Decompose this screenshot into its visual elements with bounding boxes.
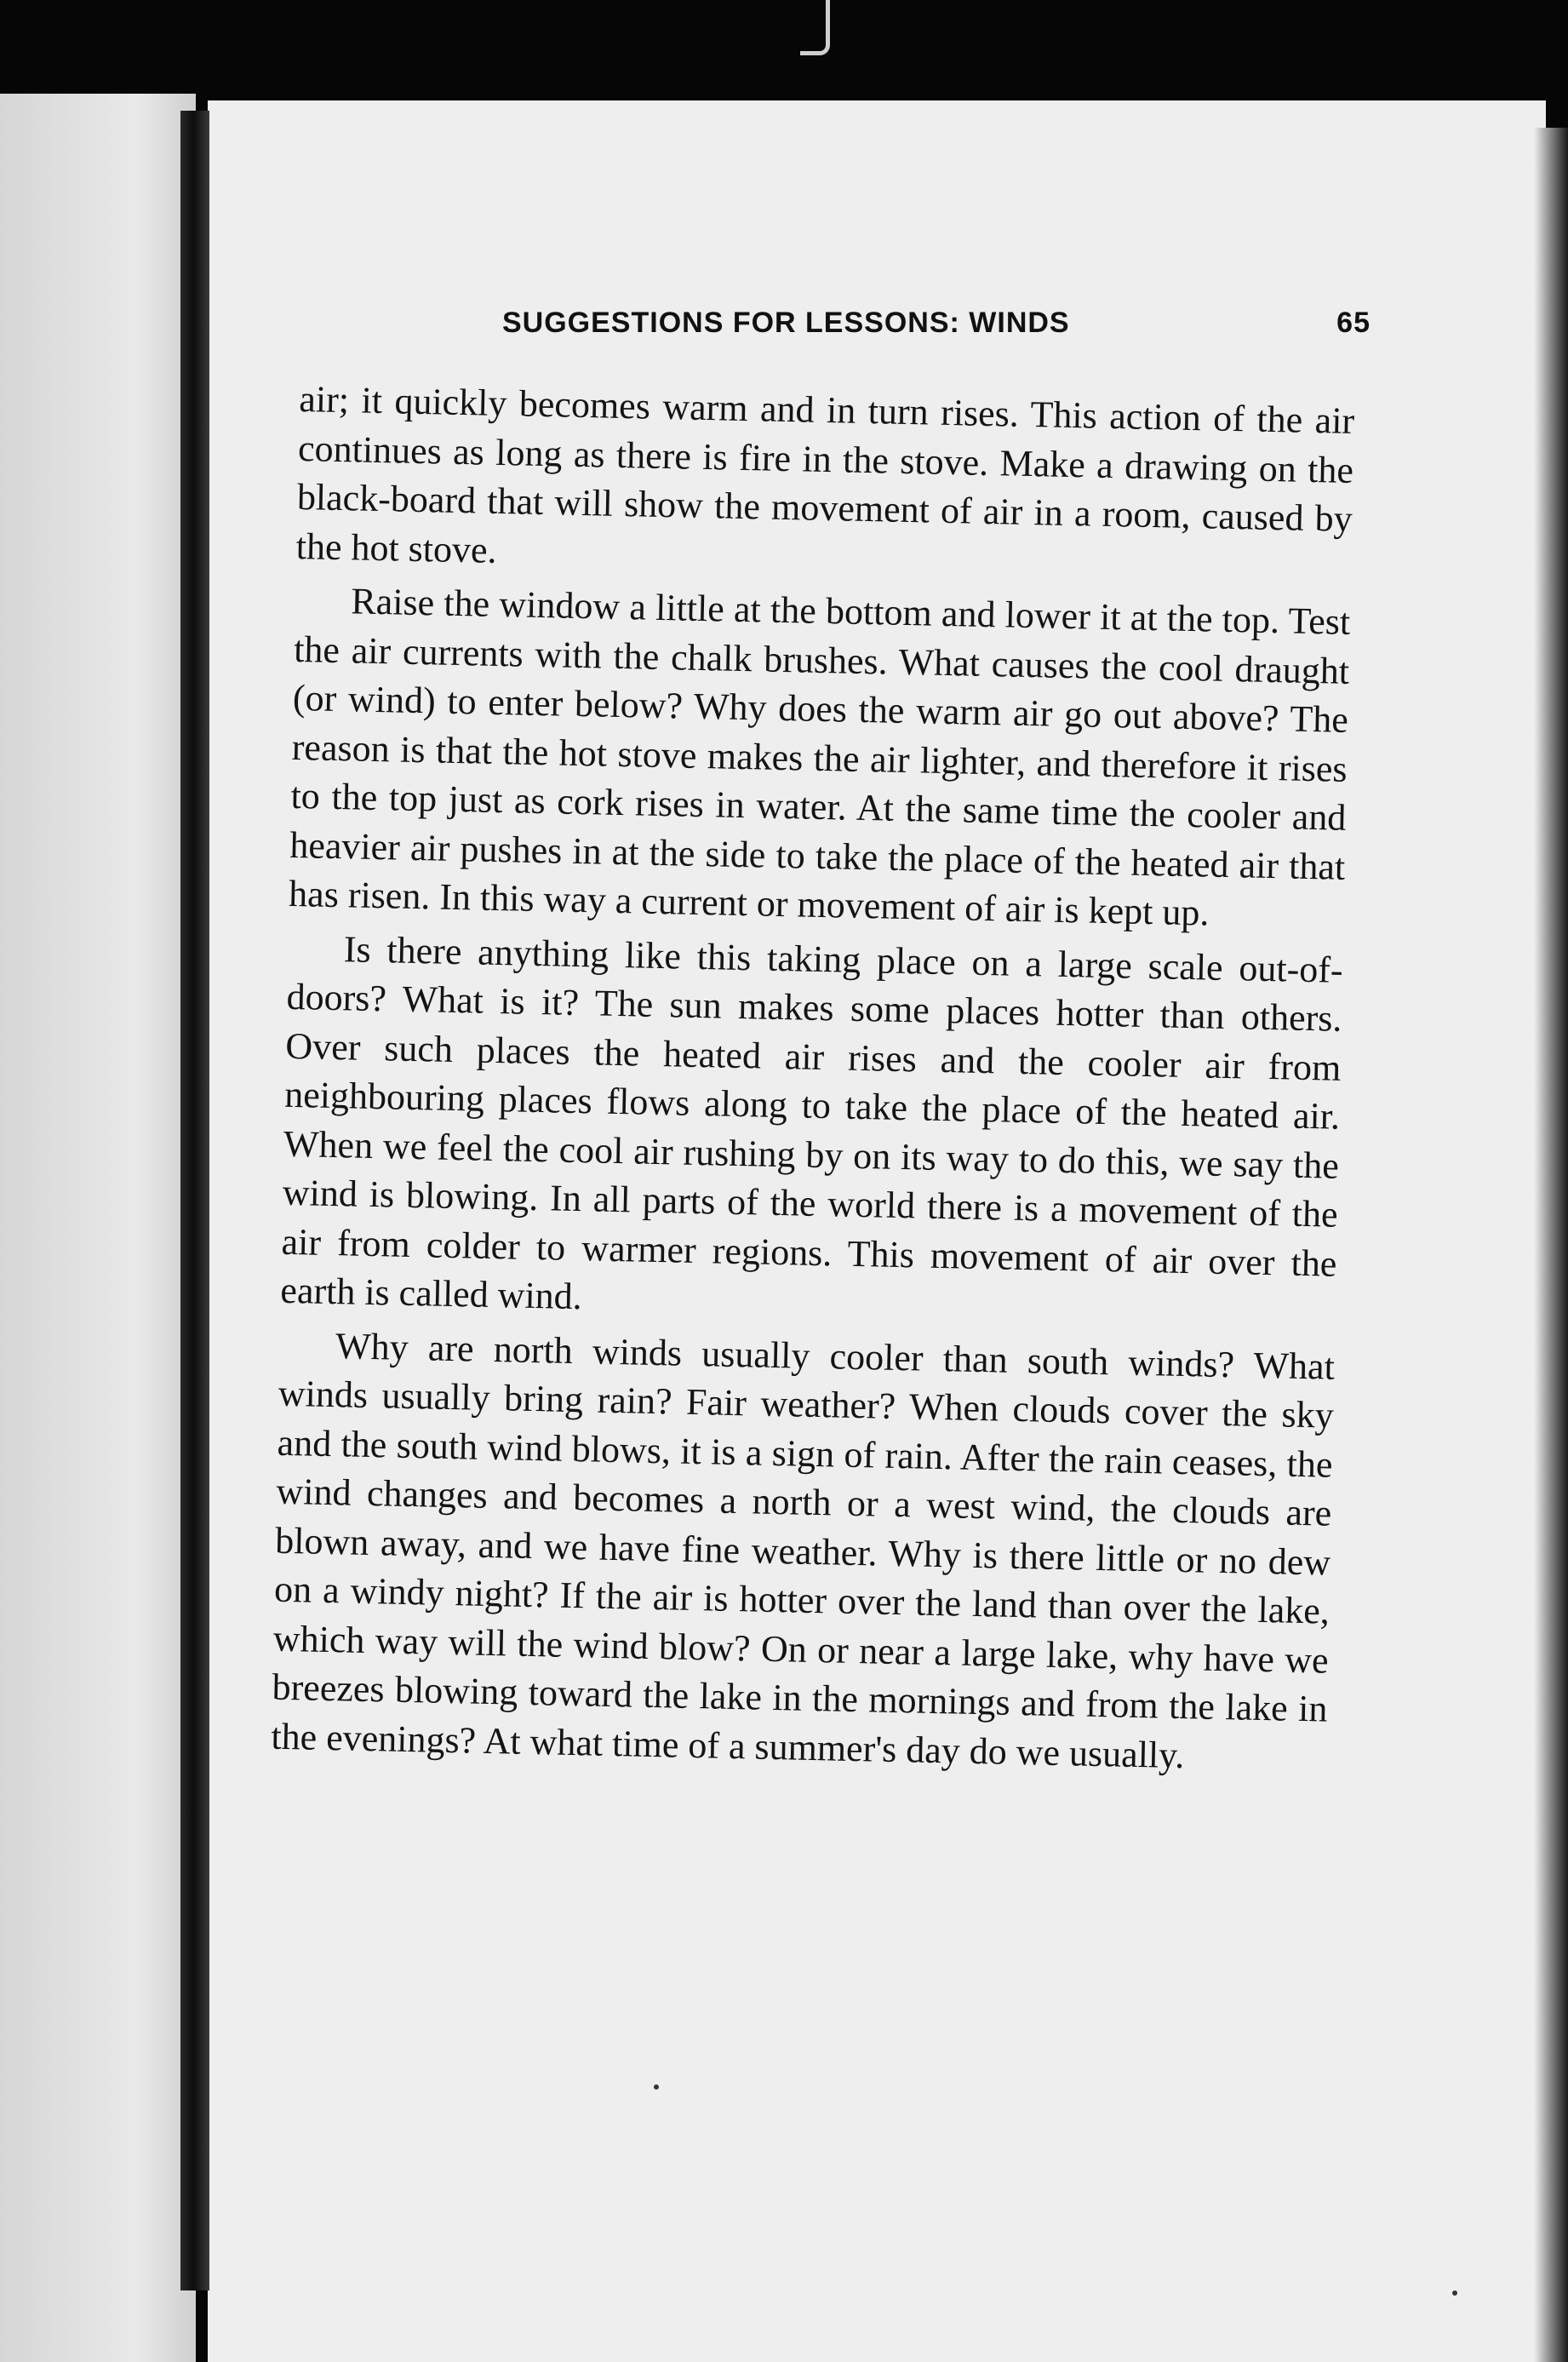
binding-thread-mark [800,0,830,55]
paragraph-2: Raise the window a little at the bottom and lower it at the top. Test the air currents with the chalk brushes. What causes the cool draught (or wind) to enter below? Why does the warm air go out above? The reason is that the hot stove makes the air lighter, and therefore it rises to the top just as cork rises in water. At the same time the cooler and heavier air pushes in at the side to take the place of the heated air that has risen. In this way a current or movement of air is kept up. [288,580,1351,934]
paragraph-4: Why are north winds usually cooler than south winds? What winds usually bring rain? Fair weather? When clouds cover the sky and the south wind blows, it is a sign of rain. After the rain ceases, the wind changes and becomes a north or a west wind, the clouds are blown away, and we have fine weather. Why is there little or no dew on a windy night? If the air is hotter over the land than over the lake, which way will the wind blow? On or near a large lake, why have we breezes blowing toward the lake in the mornings and from the lake in the evenings? At what time of a summer's day do we usually. [270,1324,1336,1776]
running-head-title: SUGGESTIONS FOR LESSONS: WINDS [502,307,1070,339]
page-edge-shadow [1534,128,1568,2362]
running-head [502,307,1371,351]
print-speck [1452,2290,1457,2296]
paragraph-3: Is there anything like this taking place on a large scale out-of-doors? What is it? The sun makes some places hotter than others. Over such places the heated air rises and the cooler air from neighbouring places flows along to take the place of the heated air. When we feel the cool air rushing by on its way to do this, we say the wind is blowing. In all parts of the world there is a movement of the air from colder to warmer regions. This movement of air over the earth is called wind. [279,927,1344,1318]
book-gutter [180,111,209,2290]
paragraph-1: air; it quickly becomes warm and in turn rises. This action of the air continues as long as there is fire in the stove. Make a drawing on the black-board that will show the movement of air in a room, caused by the hot stove. [295,377,1355,571]
print-speck [654,2084,659,2090]
page-number: 65 [1336,307,1371,339]
body-text [271,375,1355,1783]
facing-page-edge [0,94,196,2362]
